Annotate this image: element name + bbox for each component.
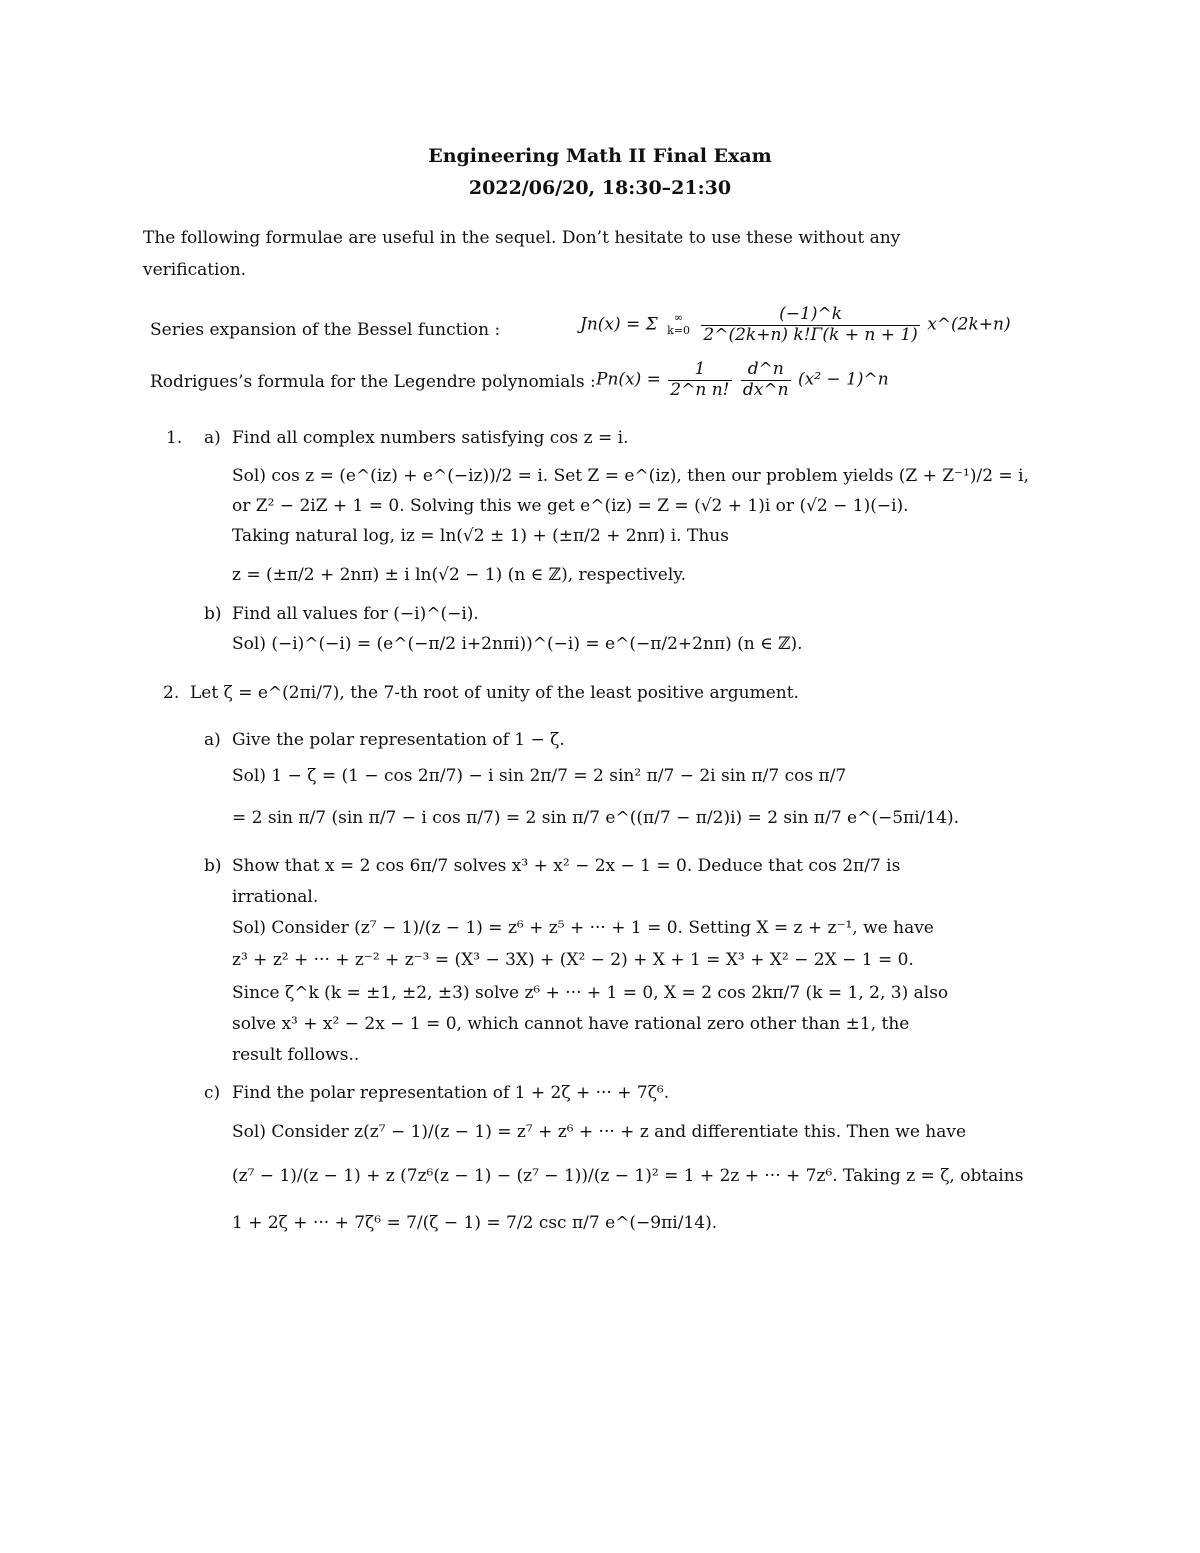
bessel-numerator: (−1)^k (701, 305, 919, 326)
problem-1a-sol-line-4: z = (±π/2 + 2nπ) ± i ln(√2 − 1) (n ∈ ℤ), respectively. (232, 565, 687, 585)
rodrigues-num-1: 1 (668, 360, 731, 381)
exam-datetime: 2022/06/20, 18:30–21:30 (468, 177, 732, 199)
problem-2a-question: Give the polar representation of 1 − ζ. (232, 730, 565, 750)
problem-1b-label: b) (204, 604, 222, 624)
problem-1a-sol-line-1: Sol) cos z = (e^(iz) + e^(−iz))/2 = i. Set Z = e^(iz), then our problem yields (Z + Z⁻¹)/2 = i, (232, 466, 1029, 486)
problem-2b-sol-line-1: Sol) Consider (z⁷ − 1)/(z − 1) = z⁶ + z⁵ + ··· + 1 = 0. Setting X = z + z⁻¹, we have (232, 918, 934, 938)
exam-title: Engineering Math II Final Exam (428, 145, 772, 167)
rodrigues-lhs: Pn(x) = (596, 369, 661, 390)
rodrigues-den-2: dx^n (742, 379, 789, 400)
intro-line-2: verification. (143, 260, 247, 280)
problem-1b-question: Find all values for (−i)^(−i). (232, 604, 479, 624)
problem-1b-sol: Sol) (−i)^(−i) = (e^(−π/2 i+2nπi))^(−i) = e^(−π/2+2nπ) (n ∈ ℤ). (232, 634, 803, 654)
rodrigues-den-1: 2^n n! (670, 379, 730, 400)
rodrigues-fraction-1 (668, 360, 731, 400)
problem-2c-label: c) (204, 1083, 221, 1103)
problem-2b-sol-line-2: z³ + z² + ··· + z⁻² + z⁻³ = (X³ − 3X) + (X² − 2) + X + 1 = X³ + X² − 2X − 1 = 0. (232, 950, 914, 970)
problem-2a-sol-line-2: = 2 sin π/7 (sin π/7 − i cos π/7) = 2 sin π/7 e^((π/7 − π/2)i) = 2 sin π/7 e^(−5πi/14). (232, 808, 960, 828)
rodrigues-num-2: d^n (741, 360, 791, 381)
problem-2-number: 2. (163, 683, 180, 703)
problem-2c-sol-line-1: Sol) Consider z(z⁷ − 1)/(z − 1) = z⁷ + z⁶ + ··· + z and differentiate this. Then we have (232, 1122, 967, 1142)
problem-2b-sol-line-5: result follows.. (232, 1045, 360, 1065)
bessel-lhs: Jn(x) = Σ (580, 314, 658, 335)
problem-2a-sol-line-1: Sol) 1 − ζ = (1 − cos 2π/7) − i sin 2π/7 = 2 sin² π/7 − 2i sin π/7 cos π/7 (232, 766, 847, 786)
rodrigues-fraction-2 (741, 360, 791, 400)
bessel-formula (580, 305, 1011, 345)
problem-2c-sol-line-2: (z⁷ − 1)/(z − 1) + z (7z⁶(z − 1) − (z⁷ − 1))/(z − 1)² = 1 + 2z + ··· + 7z⁶. Taking z = ζ, obtains (232, 1166, 1024, 1186)
problem-2c-sol-line-3: 1 + 2ζ + ··· + 7ζ⁶ = 7/(ζ − 1) = 7/2 csc π/7 e^(−9πi/14). (232, 1213, 718, 1233)
problem-2b-question-line-1: Show that x = 2 cos 6π/7 solves x³ + x² − 2x − 1 = 0. Deduce that cos 2π/7 is (232, 856, 901, 876)
problem-2-intro: Let ζ = e^(2πi/7), the 7-th root of unity of the least positive argument. (190, 683, 799, 703)
problem-1a-sol-line-3: Taking natural log, iz = ln(√2 ± 1) + (±π/2 + 2nπ) i. Thus (232, 526, 729, 546)
rodrigues-label: Rodrigues’s formula for the Legendre polynomials : (150, 372, 596, 392)
bessel-tail: x^(2k+n) (927, 314, 1011, 335)
bessel-sum-top: ∞ (673, 311, 684, 325)
bessel-fraction (701, 305, 919, 345)
problem-2b-question-line-2: irrational. (232, 887, 319, 907)
bessel-sum-bottom: k=0 (667, 324, 690, 338)
bessel-denominator: 2^(2k+n) k!Γ(k + n + 1) (703, 324, 918, 345)
rodrigues-tail: (x² − 1)^n (797, 369, 889, 390)
problem-2b-sol-line-3: Since ζ^k (k = ±1, ±2, ±3) solve z⁶ + ··· + 1 = 0, X = 2 cos 2kπ/7 (k = 1, 2, 3) also (232, 983, 949, 1003)
problem-2b-sol-line-4: solve x³ + x² − 2x − 1 = 0, which cannot have rational zero other than ±1, the (232, 1014, 910, 1034)
problem-1a-label: a) (204, 428, 221, 448)
problem-2a-label: a) (204, 730, 221, 750)
bessel-sum-limits (665, 312, 692, 337)
problem-2c-question: Find the polar representation of 1 + 2ζ + ··· + 7ζ⁶. (232, 1083, 670, 1103)
rodrigues-formula (596, 360, 889, 400)
problem-1a-question: Find all complex numbers satisfying cos z = i. (232, 428, 629, 448)
intro-line-1: The following formulae are useful in the sequel. Don’t hesitate to use these without any (143, 228, 901, 248)
problem-2b-label: b) (204, 856, 222, 876)
bessel-label: Series expansion of the Bessel function : (150, 320, 501, 340)
problem-1-number: 1. (166, 428, 183, 448)
problem-1a-sol-line-2: or Z² − 2iZ + 1 = 0. Solving this we get e^(iz) = Z = (√2 + 1)i or (√2 − 1)(−i). (232, 496, 909, 516)
